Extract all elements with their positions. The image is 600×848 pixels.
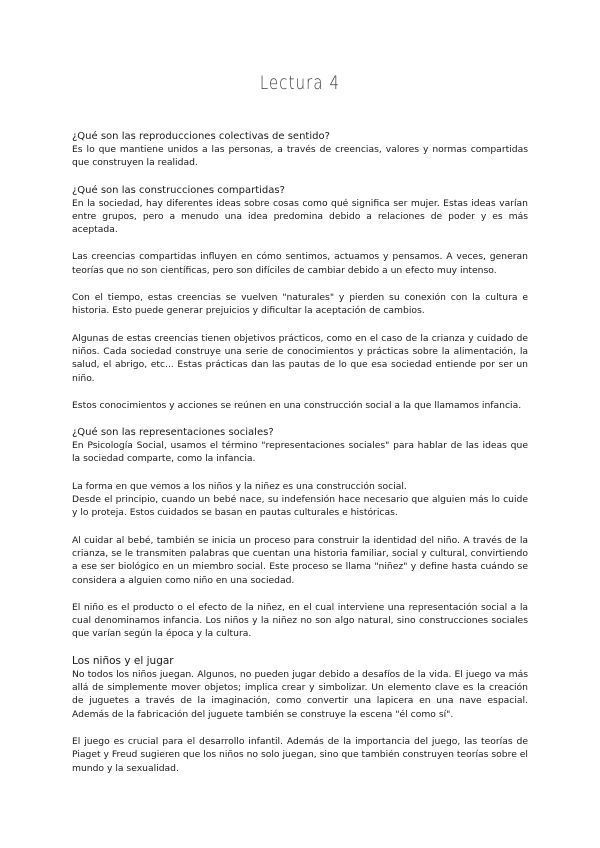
paragraph: Estos conocimientos y acciones se reúnen en una construcción social a la que llamamos infancia. (72, 399, 522, 411)
paragraph: La forma en que vemos a los niños y la niñez es una construcción social. (72, 480, 407, 492)
paragraph: Al cuidar al bebé, también se inicia un proceso para construir la identidad del niño. A través de la crianza, se le transmiten palabras que cuentan una historia familiar, social y cultural, convirtiendo a ese ser biológico en un miembro social. Este proceso se llama "niñez" y define hasta cuándo se considera a alguien como niño en una sociedad. (72, 534, 528, 586)
section-heading: ¿Qué son las representaciones sociales? (72, 427, 274, 439)
section-juego (72, 655, 528, 775)
section-representaciones (72, 426, 528, 641)
paragraph: En Psicología Social, usamos el término "representaciones sociales" para hablar de las ideas que la sociedad comparte, como la infancia. (72, 440, 528, 465)
page-title: Lectura 4 (259, 72, 341, 94)
paragraph: Es lo que mantiene unidos a las personas, a través de creencias, valores y normas compartidas que construyen la realidad. (72, 144, 528, 169)
paragraph: Las creencias compartidas influyen en cómo sentimos, actuamos y pensamos. A veces, generan teorías que no son científicas, pero son difíciles de cambiar debido a un efecto muy intenso. (72, 251, 528, 276)
paragraph: Desde el principio, cuando un bebé nace, su indefensión hace necesario que alguien más lo cuide y lo proteja. Estos cuidados se basan en pautas culturales e históricas. (72, 494, 528, 519)
paragraph: Con el tiempo, estas creencias se vuelven "naturales" y pierden su conexión con la cultura e historia. Esto puede generar prejuicios y dificultar la aceptación de cambios. (72, 292, 528, 317)
paragraph: En la sociedad, hay diferentes ideas sobre cosas como qué significa ser mujer. Estas ideas varían entre grupos, pero a menudo una idea predomina debido a relaciones de poder y es más aceptada. (72, 197, 528, 236)
section-heading: Los niños y el jugar (72, 654, 174, 667)
section-reproducciones (72, 130, 528, 170)
paragraph: El niño es el producto o el efecto de la niñez, en el cual interviene una representación social a la cual denominamos infancia. Los niños y la niñez no son algo natural, sino construcciones sociales que varían según la época y la cultura. (72, 601, 528, 640)
paragraph: No todos los niños juegan. Algunos, no pueden jugar debido a desafíos de la vida. El juego va más allá de simplemente mover objetos; implica crear y simbolizar. Un elemento clave es la creación de juguetes a través de la imaginación, como convertir una lapicera en una nave espacial. Además de la fabricación del juguete también se construye la escena "él como sí". (72, 668, 528, 720)
paragraph: Algunas de estas creencias tienen objetivos prácticos, como en el caso de la crianza y cuidado de niños. Cada sociedad construye una serie de conocimientos y prácticas sobre la alimentación, la salud, el abrigo, etc... Estas prácticas dan las pautas de lo que esa sociedad entiende por ser un niño. (72, 332, 528, 384)
section-heading: ¿Qué son las reproducciones colectivas de sentido? (72, 131, 330, 142)
section-heading: ¿Qué son las construcciones compartidas? (72, 184, 285, 196)
section-construcciones (72, 184, 528, 413)
paragraph: El juego es crucial para el desarrollo infantil. Además de la importancia del juego, las teorías de Piaget y Freud sugieren que los niños no solo juegan, sino que también construyen teorías sobre el mundo y la sexualidad. (72, 735, 528, 774)
